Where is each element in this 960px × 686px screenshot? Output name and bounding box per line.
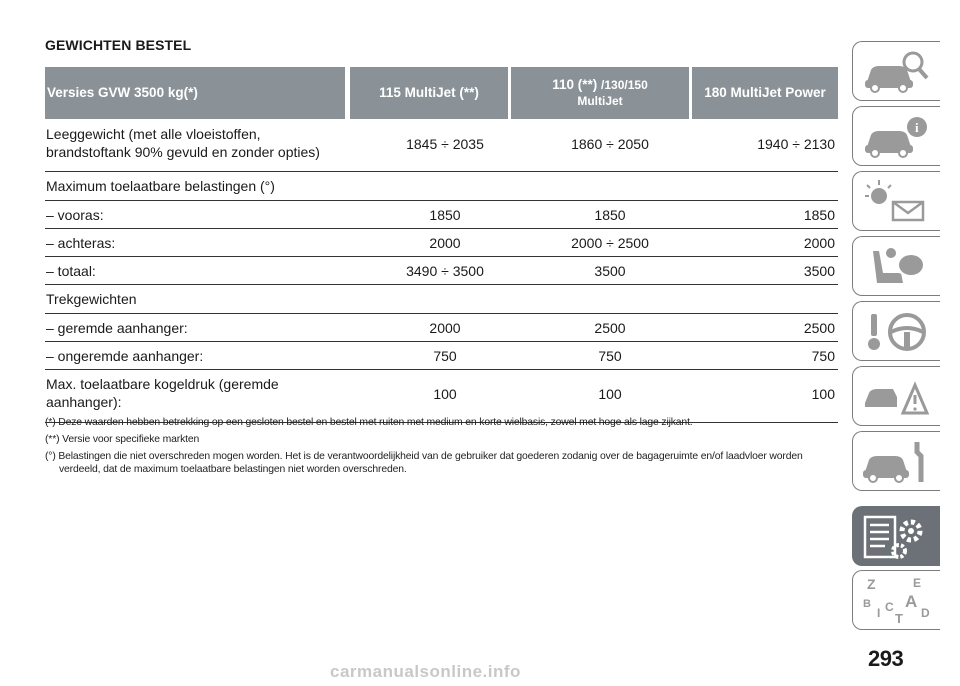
cell-value: 2500: [803, 320, 835, 336]
section-label: Trekgewichten: [46, 291, 137, 307]
table-row: [45, 342, 838, 370]
cell-value: 3500: [594, 263, 626, 279]
tab-car-info[interactable]: [852, 106, 940, 166]
cell-value: 750: [598, 348, 622, 364]
index-letter: Z: [867, 577, 876, 592]
cell-value: 1850: [429, 207, 461, 223]
table-row: [45, 201, 838, 229]
tab-steering-key[interactable]: [852, 301, 940, 361]
airbag-seat-icon: [861, 243, 931, 291]
index-letter: I: [877, 606, 881, 620]
cell-value: 1845 ÷ 2035: [406, 136, 484, 152]
cell-value: 750: [811, 348, 835, 364]
cell-value: 100: [433, 386, 457, 402]
footnotes: [45, 416, 835, 480]
cell-value: 3490 ÷ 3500: [406, 263, 484, 279]
row-label: Leeggewicht (met alle vloeistoffen, brandstoftank 90% gevuld en zonder opties): [46, 126, 320, 160]
row-label: – ongeremde aanhanger:: [46, 348, 204, 364]
cell-value: 1850: [803, 207, 835, 223]
cell-value: 750: [433, 348, 457, 364]
svg-text:i: i: [915, 120, 919, 135]
table-row: [45, 119, 838, 172]
tab-car-service[interactable]: [852, 431, 940, 491]
cell-value: 2000: [429, 235, 461, 251]
header-180-multijet-power: 180 MultiJet Power: [692, 67, 838, 119]
table-section-row: [45, 285, 838, 314]
page-number: 293: [868, 646, 904, 671]
index-letter: T: [895, 611, 903, 625]
index-letters-icon: [861, 577, 931, 625]
header-115-multijet: 115 MultiJet (**): [350, 67, 508, 119]
car-crash-warning-icon: [861, 373, 931, 421]
cell-value: 2500: [594, 320, 626, 336]
table-section-row: [45, 172, 838, 201]
watermark: carmanualsonline.info: [330, 662, 521, 681]
footnote: (°) Belastingen die niet overschreden mogen worden. Het is de verantwoordelijkheid van de gebruiker dat goederen zodanig over de bagageruimte en/of laadvloer worden verdeeld, dat de maximum toelaatbare belastingen niet worden overschreden.: [45, 451, 803, 475]
cell-value: 1940 ÷ 2130: [757, 136, 835, 152]
tab-car-search[interactable]: [852, 41, 940, 101]
index-letter: B: [863, 598, 871, 610]
tab-warning-lights[interactable]: [852, 171, 940, 231]
footnote: (*) Deze waarden hebben betrekking op een gesloten bestel en bestel met ruiten met medium en korte wielbasis, zowel met hoge als lage zijkant.: [45, 417, 693, 428]
warning-lights-icon: [861, 178, 931, 226]
tab-index[interactable]: [852, 570, 940, 630]
page-title: GEWICHTEN BESTEL: [45, 37, 192, 53]
cell-value: 3500: [803, 263, 835, 279]
cell-value: 1850: [594, 207, 626, 223]
header-130-150-label: /130/150: [601, 78, 648, 93]
tab-car-crash-warning[interactable]: [852, 366, 940, 426]
index-letter: E: [913, 577, 922, 590]
tab-airbag-seat[interactable]: [852, 236, 940, 296]
table-row: [45, 314, 838, 342]
technical-data-icon: [861, 513, 931, 561]
cell-value: 2000 ÷ 2500: [571, 235, 649, 251]
index-letter: C: [885, 600, 894, 614]
cell-value: 100: [598, 386, 622, 402]
footnote: (**) Versie voor specifieke markten: [45, 434, 200, 445]
row-label: Max. toelaatbare kogeldruk (geremde aanhanger):: [46, 376, 279, 410]
header-110-130-150-multijet: [511, 67, 689, 119]
table-row: [45, 229, 838, 257]
row-label: – achteras:: [46, 235, 116, 251]
car-search-icon: [861, 48, 931, 96]
row-label: – totaal:: [46, 263, 96, 279]
table-row: [45, 257, 838, 285]
header-versions: Versies GVW 3500 kg(*): [45, 67, 345, 119]
header-110-label: 110 (**): [552, 77, 598, 93]
row-label: – vooras:: [46, 207, 104, 223]
header-multijet-label: MultiJet: [577, 93, 623, 108]
index-letter: A: [905, 592, 918, 611]
table-header: [45, 67, 838, 119]
tab-technical-data[interactable]: [852, 506, 940, 566]
car-service-icon: [861, 438, 931, 486]
cell-value: 1860 ÷ 2050: [571, 136, 649, 152]
section-label: Maximum toelaatbare belastingen (°): [46, 178, 275, 194]
cell-value: 100: [811, 386, 835, 402]
cell-value: 2000: [429, 320, 461, 336]
car-info-icon: [861, 113, 931, 161]
row-label: – geremde aanhanger:: [46, 320, 188, 336]
index-letter: D: [921, 606, 930, 620]
steering-key-icon: [861, 308, 931, 356]
weights-table: [45, 67, 838, 423]
cell-value: 2000: [803, 235, 835, 251]
